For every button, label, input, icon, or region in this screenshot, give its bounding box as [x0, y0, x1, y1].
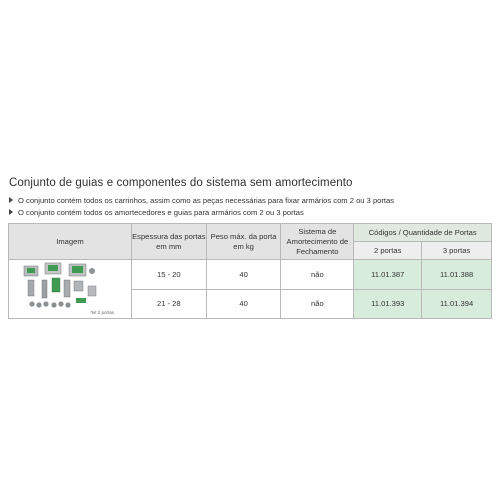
- cell-weight: 40: [206, 260, 281, 290]
- table-header-row: [9, 224, 492, 242]
- cell-code-3-doors: 11.01.394: [422, 289, 492, 319]
- cell-weight: 40: [206, 289, 281, 319]
- cell-thickness: 21 - 28: [131, 289, 206, 319]
- bullet-text: O conjunto contém todos os amortecedores e guias para armários com 2 ou 3 portas: [18, 207, 304, 217]
- bullet-arrow-icon: [9, 209, 13, 215]
- cell-code-2-doors: 11.01.387: [354, 260, 422, 290]
- bullet-item: [9, 207, 394, 219]
- bullet-text: O conjunto contém todos os carrinhos, assim como as peças necessárias para fixar armários com 2 ou 3 portas: [18, 196, 395, 205]
- cell-damping: não: [281, 260, 354, 290]
- col-header-weight: Peso máx. da porta em kg: [206, 224, 281, 260]
- col-header-thickness: Espessura das portas em mm: [131, 224, 206, 260]
- product-image-cell: [9, 260, 132, 319]
- section-title: Conjunto de guias e componentes do sistema sem amortecimento: [9, 177, 353, 189]
- hardware-kit-image: [16, 260, 124, 318]
- col-header-damping: Sistema de Amortecimento de Fechamento: [281, 224, 354, 260]
- cell-code-3-doors: 11.01.388: [422, 260, 492, 290]
- table-row: [9, 260, 492, 290]
- cell-damping: não: [281, 289, 354, 319]
- product-spec-table: [8, 223, 492, 319]
- bullet-arrow-icon: [9, 197, 13, 203]
- bullet-item: [9, 195, 394, 207]
- col-header-3-doors: 3 portas: [422, 242, 492, 260]
- bullet-list: [9, 195, 394, 218]
- cell-thickness: 15 - 20: [131, 260, 206, 290]
- col-header-codes: Códigos / Quantidade de Portas: [354, 224, 492, 242]
- col-header-2-doors: 2 portas: [354, 242, 422, 260]
- image-caption: *kit 2 portas: [90, 310, 114, 315]
- cell-code-2-doors: 11.01.393: [354, 289, 422, 319]
- col-header-image: Imagem: [9, 224, 132, 260]
